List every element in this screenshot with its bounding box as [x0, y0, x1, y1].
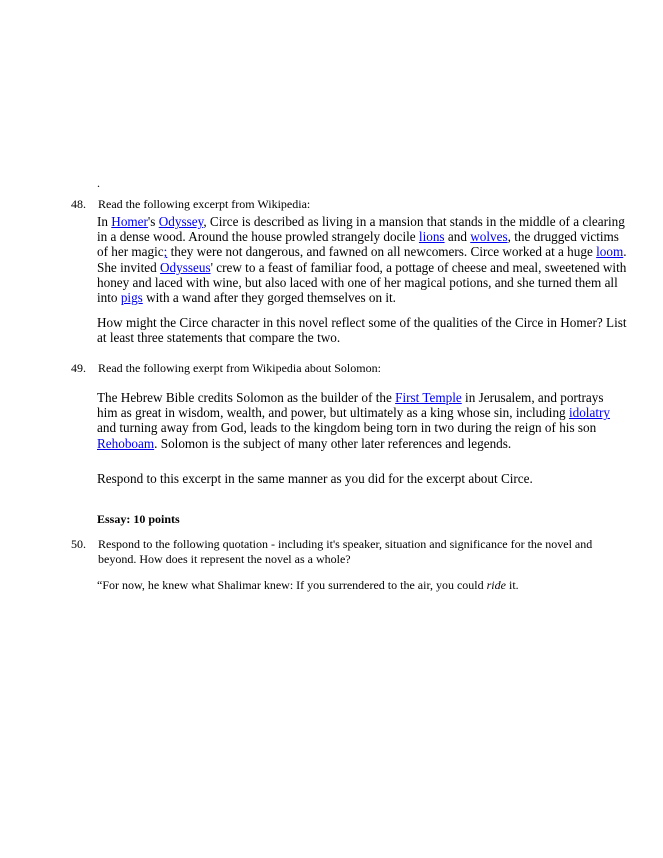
question-number: 50. [71, 537, 86, 551]
link-loom[interactable]: loom [596, 244, 624, 260]
circe-question: How might the Circe character in this novel reflect some of the qualities of the Circe in Homer? List at least three statements that compare the two. [97, 315, 627, 346]
excerpt-text: with a wand after they gorged themselves on it. [142, 290, 396, 306]
excerpt-text: they were not dangerous, and fawned on all newcomers. Circe worked at a huge [167, 244, 597, 260]
link-wolves[interactable]: wolves [470, 229, 508, 245]
stray-mark: . [97, 176, 100, 190]
link-homer[interactable]: Homer [111, 214, 148, 229]
excerpt-text: . Solomon is the subject of many other later references and legends. [154, 435, 512, 451]
solomon-question: Respond to this excerpt in the same manner as you did for the excerpt about Circe. [97, 471, 533, 486]
link-idolatry[interactable]: idolatry [568, 405, 610, 421]
solomon-excerpt [97, 390, 627, 451]
link-odysseus[interactable]: Odysseus [160, 259, 211, 275]
excerpt-text: ' crew to a feast of familiar food, a pottage of cheese and meal, sweetened with honey and laced with wine, but also laced with one of her magical potions, and she turned them all into [97, 259, 627, 306]
quotation [97, 578, 519, 593]
link-pigs[interactable]: pigs [120, 290, 143, 306]
link-first-temple[interactable]: First Temple [395, 390, 462, 405]
excerpt-text: , Circe is described as living in a mansion that stands in the middle of a clearing in a dense wood. Around the house prowled strangely docile [97, 214, 625, 245]
link-odyssey[interactable]: Odyssey [158, 214, 204, 229]
quote-text: “For now, he knew what Shalimar knew: If you surrendered to the air, you could [97, 578, 487, 592]
question-prompt: Read the following excerpt from Wikipedia: [98, 197, 311, 211]
question-number: 48. [71, 197, 86, 211]
excerpt-text: in Jerusalem, and portrays him as great in wisdom, wealth, and power, but ultimately as a king whose sin, including [97, 390, 604, 421]
link-lions[interactable]: lions [418, 229, 445, 245]
link-rehoboam[interactable]: Rehoboam [97, 435, 155, 451]
quote-text: it. [505, 578, 519, 592]
quote-emphasis: ride [486, 578, 506, 592]
circe-excerpt [97, 214, 627, 305]
excerpt-text: , the drugged victims of her magic [97, 229, 619, 260]
question-number: 49. [71, 361, 86, 375]
excerpt-text: 's [147, 214, 159, 229]
excerpt-text: and [444, 229, 471, 245]
excerpt-text: In [97, 214, 112, 229]
link-semicolon[interactable]: ; [163, 244, 168, 260]
question-prompt: Read the following exerpt from Wikipedia about Solomon: [98, 361, 381, 375]
excerpt-text: and turning away from God, leads to the kingdom being torn in two during the reign of his son [97, 420, 597, 436]
excerpt-text: The Hebrew Bible credits Solomon as the builder of the [97, 390, 396, 405]
excerpt-text: . She invited [97, 244, 627, 275]
essay-heading: Essay: 10 points [97, 512, 180, 526]
question-prompt: Respond to the following quotation - including it's speaker, situation and significance for the novel and beyond. How does it represent the novel as a whole? [98, 537, 593, 566]
